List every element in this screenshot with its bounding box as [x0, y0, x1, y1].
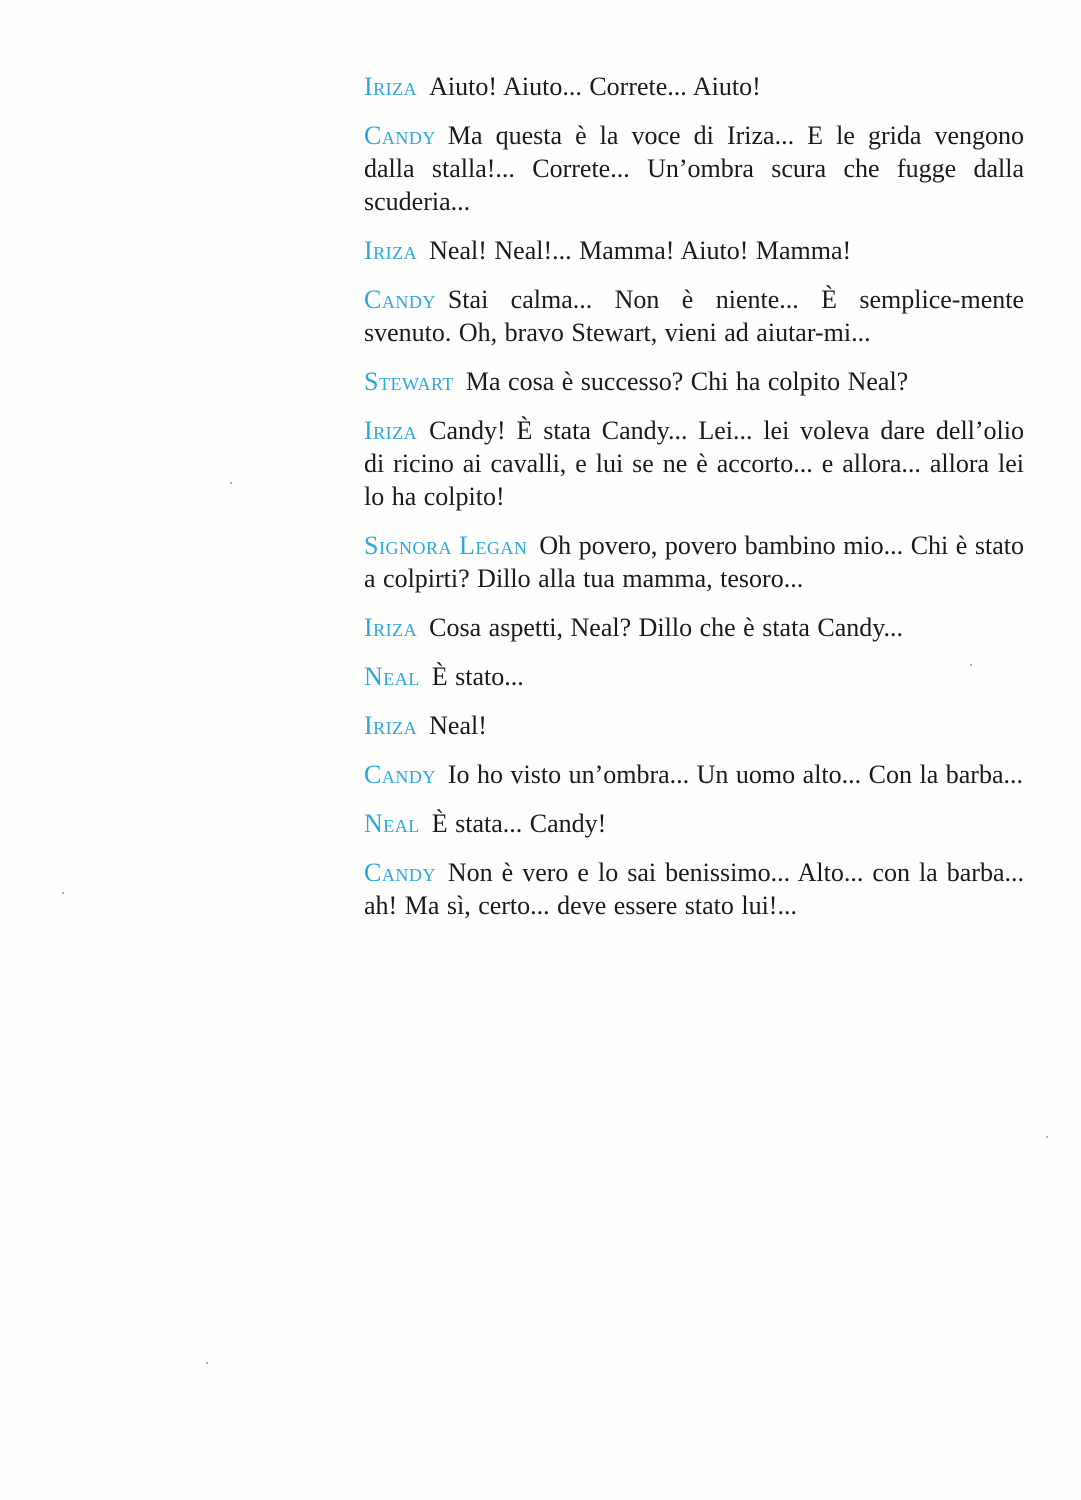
dialogue-line	[364, 709, 1024, 742]
speech-text: Aiuto! Aiuto... Correte... Aiuto!	[429, 72, 761, 101]
speech-text: Cosa aspetti, Neal? Dillo che è stata Candy...	[429, 613, 904, 642]
dialogue-line	[364, 856, 1024, 922]
speech-text: Neal!	[429, 711, 487, 740]
speaker-name: Neal	[364, 809, 420, 838]
speaker-name: Candy	[364, 285, 436, 314]
speech-text: Stai calma... Non è niente... È semplice-mente svenuto. Oh, bravo Stewart, vieni ad aiutar-mi...	[364, 285, 1024, 347]
paper-speck	[970, 664, 972, 666]
speech-text: È stato...	[431, 662, 524, 691]
speaker-name: Signora Legan	[364, 531, 528, 560]
speech-text: Candy! È stata Candy... Lei... lei voleva dare dell’olio di ricino ai cavalli, e lui se ne è accorto... e allora... allora lei lo ha colpito!	[364, 416, 1024, 511]
dialogue-line	[364, 611, 1024, 644]
speaker-name: Stewart	[364, 367, 454, 396]
speech-text: Ma questa è la voce di Iriza... E le grida vengono dalla stalla!... Correte... Un’ombra scura che fugge dalla scuderia...	[364, 121, 1024, 216]
dialogue-line	[364, 660, 1024, 693]
dialogue-line	[364, 365, 1024, 398]
dialogue-line	[364, 414, 1024, 513]
dialogue-line	[364, 283, 1024, 349]
speech-text: Neal! Neal!... Mamma! Aiuto! Mamma!	[429, 236, 852, 265]
dialogue-column	[364, 70, 1024, 938]
dialogue-line	[364, 807, 1024, 840]
speaker-name: Iriza	[364, 613, 418, 642]
dialogue-line	[364, 234, 1024, 267]
speech-text: Oh povero, povero bambino mio... Chi è stato a colpirti? Dillo alla tua mamma, tesoro...	[364, 531, 1024, 593]
speaker-name: Candy	[364, 760, 436, 789]
paper-speck	[206, 1362, 208, 1364]
dialogue-line	[364, 758, 1024, 791]
speech-text: È stata... Candy!	[431, 809, 607, 838]
speaker-name: Candy	[364, 121, 436, 150]
speaker-name: Iriza	[364, 711, 418, 740]
speaker-name: Iriza	[364, 72, 418, 101]
dialogue-line	[364, 529, 1024, 595]
paper-speck	[230, 482, 232, 484]
speech-text: Ma cosa è successo? Chi ha colpito Neal?	[465, 367, 909, 396]
paper-speck	[62, 892, 64, 894]
speaker-name: Iriza	[364, 236, 418, 265]
dialogue-line	[364, 119, 1024, 218]
speaker-name: Neal	[364, 662, 420, 691]
dialogue-line	[364, 70, 1024, 103]
speech-text: Non è vero e lo sai benissimo... Alto... con la barba... ah! Ma sì, certo... deve essere stato lui!...	[364, 858, 1024, 920]
speech-text: Io ho visto un’ombra... Un uomo alto... Con la barba...	[447, 760, 1023, 789]
paper-speck	[1046, 1136, 1048, 1138]
speaker-name: Iriza	[364, 416, 418, 445]
speaker-name: Candy	[364, 858, 436, 887]
